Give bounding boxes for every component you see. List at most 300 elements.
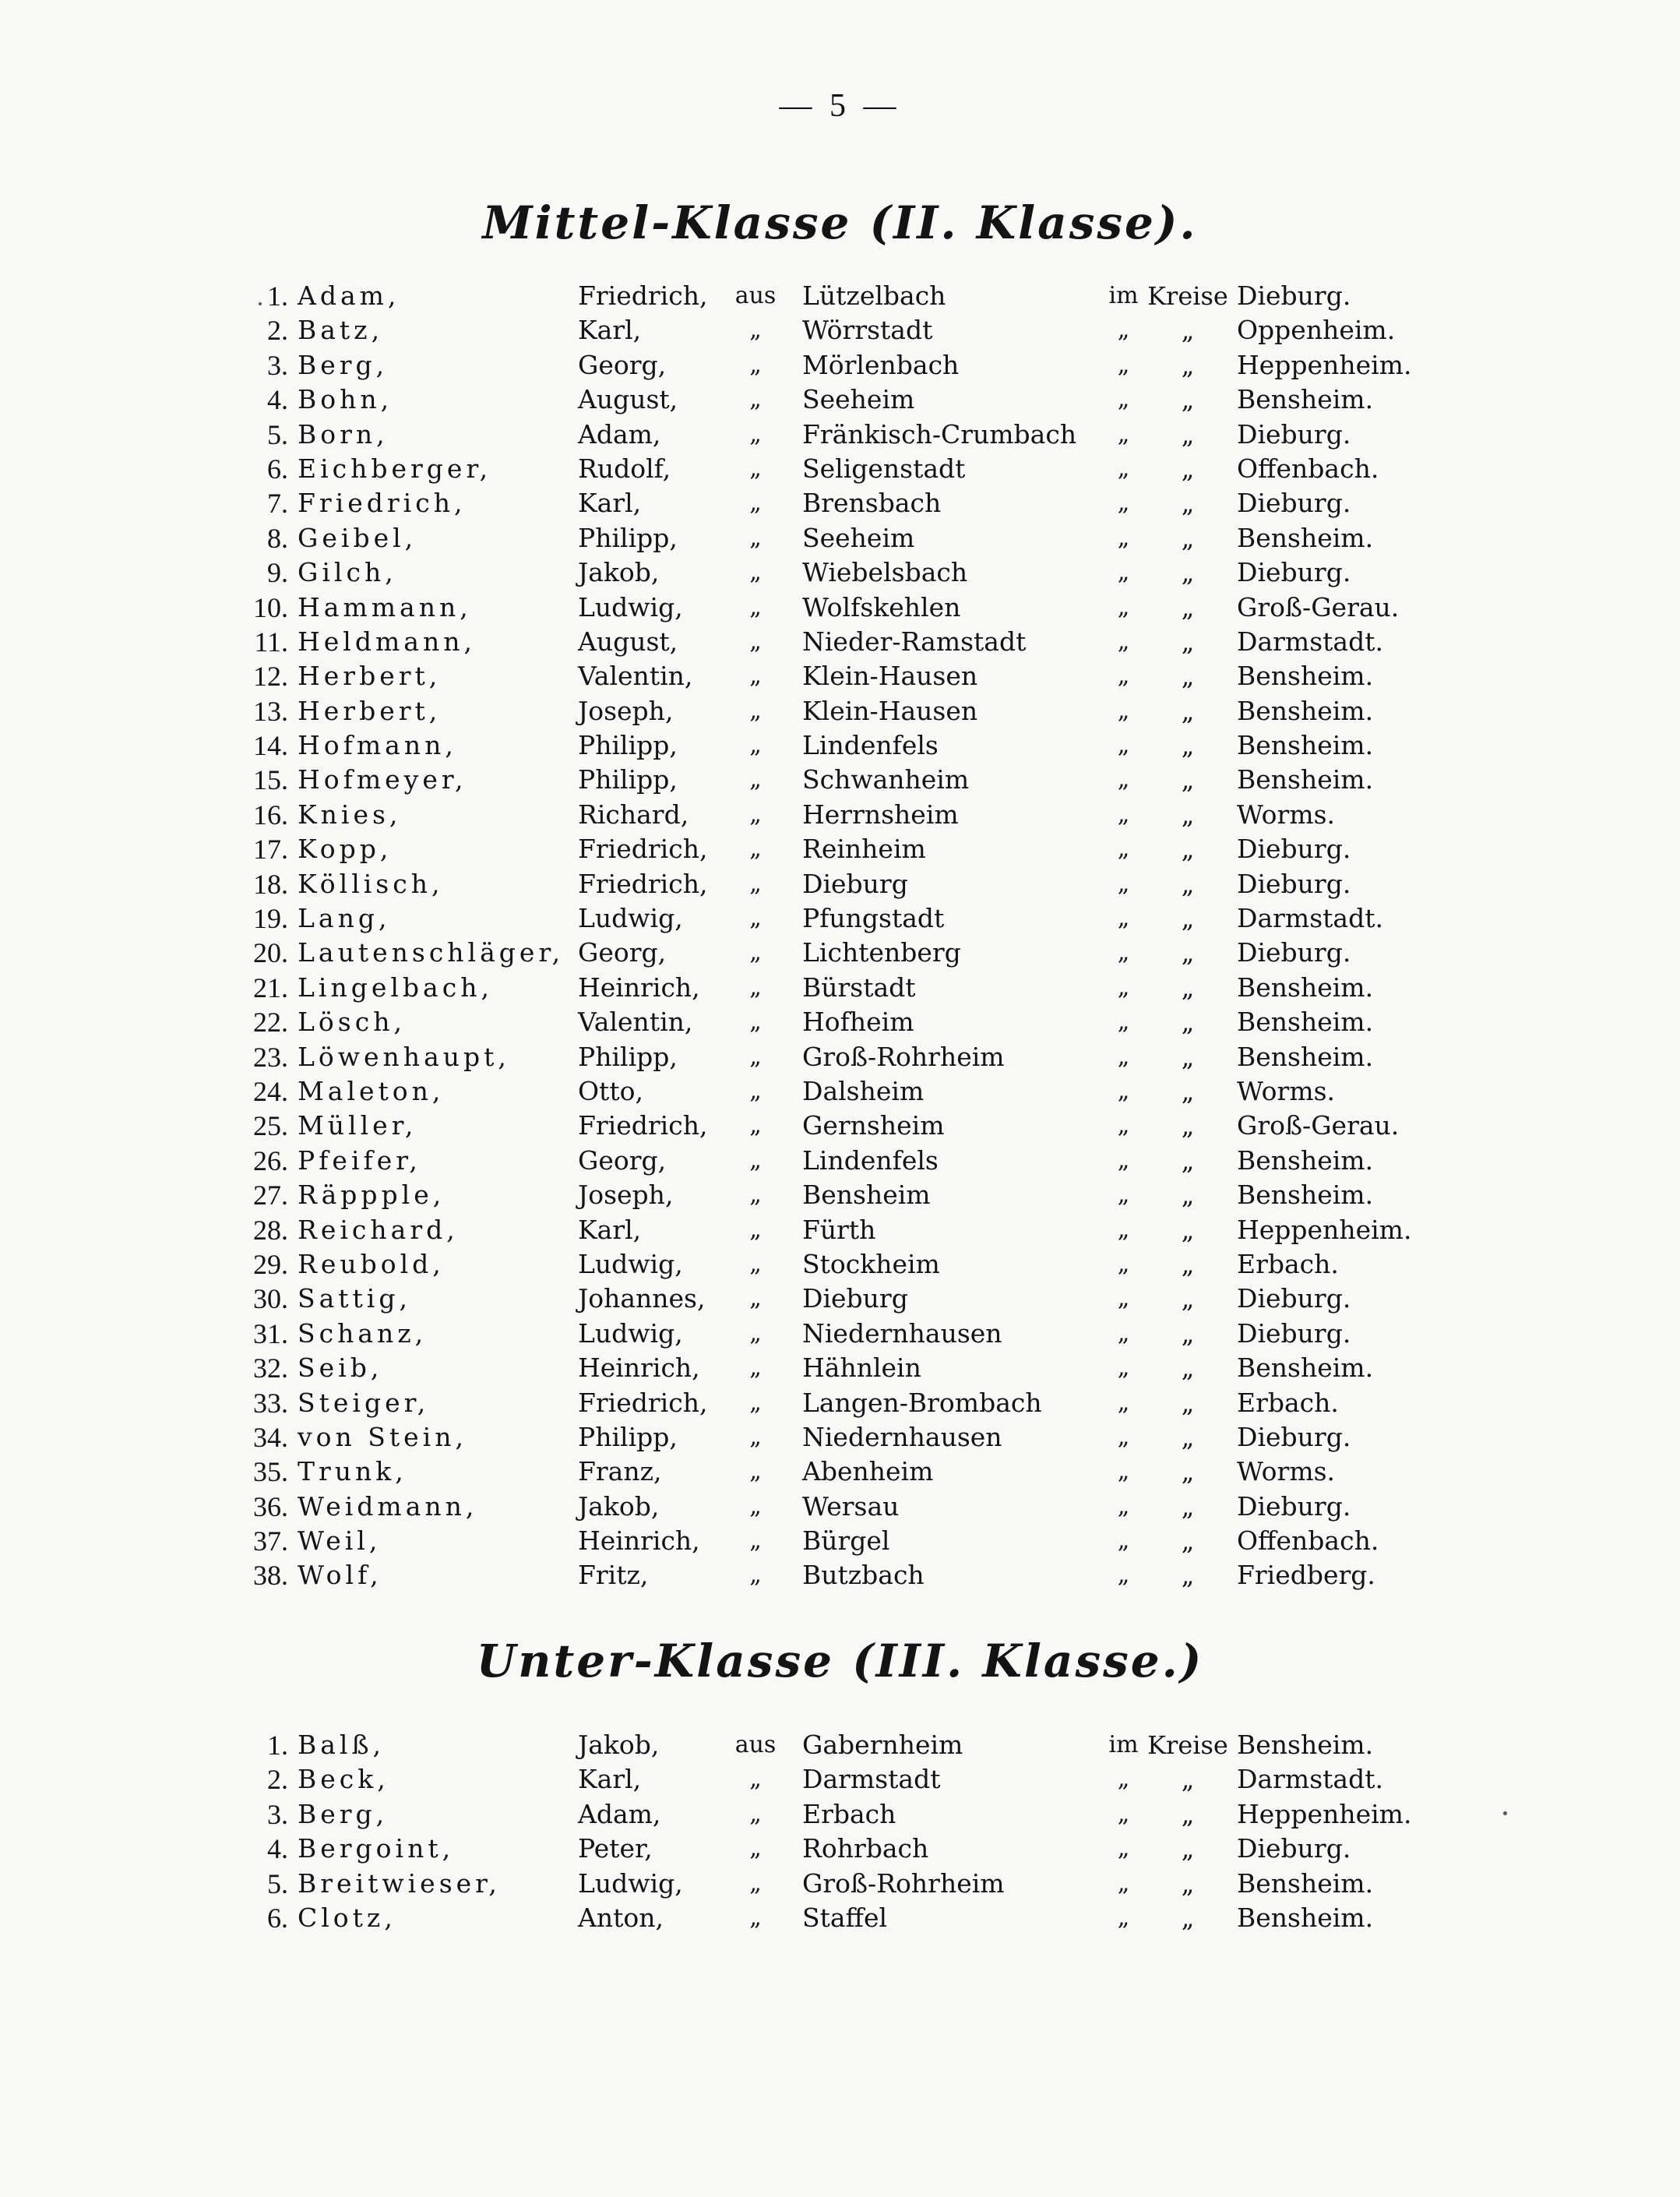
roster-row bbox=[0, 1832, 1680, 1866]
print-speck bbox=[1503, 1811, 1507, 1815]
student-surname: Sattig, bbox=[298, 1283, 411, 1314]
kreise-label: „ bbox=[1181, 1249, 1195, 1279]
roster-row bbox=[0, 1178, 1680, 1212]
hometown: Nieder-Ramstadt bbox=[802, 626, 1027, 657]
roster-row bbox=[0, 1144, 1680, 1178]
hometown: Dieburg bbox=[802, 1283, 908, 1314]
aus-label: „ bbox=[749, 732, 762, 760]
aus-label: „ bbox=[749, 800, 762, 828]
aus-label: „ bbox=[749, 627, 762, 655]
student-given-name: Jakob, bbox=[578, 1730, 660, 1760]
student-surname: Batz, bbox=[298, 315, 384, 346]
im-label: „ bbox=[1117, 1561, 1130, 1589]
district-name: Bensheim. bbox=[1237, 661, 1374, 692]
row-number: 1. bbox=[267, 1730, 288, 1761]
hometown: Hähnlein bbox=[802, 1352, 921, 1384]
student-surname: Lingelbach, bbox=[298, 972, 493, 1003]
student-surname: Wolf, bbox=[298, 1560, 382, 1591]
roster-row bbox=[0, 1901, 1680, 1935]
im-label: „ bbox=[1117, 939, 1130, 967]
student-surname: Beck, bbox=[298, 1764, 389, 1795]
aus-label: „ bbox=[749, 766, 762, 794]
roster-row bbox=[0, 555, 1680, 590]
aus-label: aus bbox=[734, 282, 777, 309]
student-surname: Breitwieser, bbox=[298, 1867, 501, 1899]
row-number: 14. bbox=[253, 730, 288, 762]
student-given-name: Ludwig, bbox=[578, 591, 683, 622]
aus-label: „ bbox=[749, 1527, 762, 1555]
aus-label: „ bbox=[749, 1765, 762, 1793]
roster-row bbox=[0, 1762, 1680, 1797]
roster-row bbox=[0, 1867, 1680, 1901]
student-given-name: Friedrich, bbox=[578, 280, 708, 311]
district-name: Offenbach. bbox=[1237, 453, 1379, 484]
aus-label: „ bbox=[749, 593, 762, 621]
hometown: Wiebelsbach bbox=[802, 557, 968, 588]
hometown: Groß-Rohrheim bbox=[802, 1867, 1005, 1899]
row-number: 30. bbox=[253, 1283, 288, 1315]
aus-label: „ bbox=[749, 1077, 762, 1105]
section-heading-unter-klasse: Unter-Klasse (III. Klasse.) bbox=[476, 1635, 1204, 1687]
aus-label: „ bbox=[749, 1042, 762, 1070]
row-number: 9. bbox=[267, 557, 288, 589]
student-given-name: Joseph, bbox=[578, 1180, 674, 1211]
district-name: Bensheim. bbox=[1237, 1730, 1374, 1760]
im-label: „ bbox=[1117, 489, 1130, 517]
roster-row bbox=[0, 348, 1680, 383]
roster-row bbox=[0, 867, 1680, 901]
district-name: Dieburg. bbox=[1237, 557, 1351, 588]
district-name: Dieburg. bbox=[1237, 488, 1351, 519]
student-roster-mittel-klasse bbox=[0, 279, 1680, 1593]
roster-row bbox=[0, 1728, 1680, 1762]
student-given-name: Karl, bbox=[578, 1764, 642, 1795]
roster-row bbox=[0, 1282, 1680, 1316]
student-given-name: Philipp, bbox=[578, 522, 678, 553]
im-label: im bbox=[1108, 282, 1139, 309]
aus-label: „ bbox=[749, 835, 762, 863]
student-given-name: Heinrich, bbox=[578, 1352, 700, 1384]
kreise-label: „ bbox=[1181, 1215, 1195, 1245]
row-number: 32. bbox=[253, 1352, 288, 1384]
student-given-name: Valentin, bbox=[578, 661, 693, 692]
hometown: Dalsheim bbox=[802, 1075, 925, 1106]
row-number: 22. bbox=[253, 1007, 288, 1039]
district-name: Bensheim. bbox=[1237, 384, 1374, 415]
student-surname: Herbert, bbox=[298, 661, 442, 692]
district-name: Bensheim. bbox=[1237, 695, 1374, 726]
district-name: Bensheim. bbox=[1237, 1902, 1374, 1933]
hometown: Bürstadt bbox=[802, 972, 916, 1003]
im-label: „ bbox=[1117, 1492, 1130, 1520]
hometown: Fränkisch-Crumbach bbox=[802, 418, 1077, 450]
hometown: Gabernheim bbox=[802, 1730, 963, 1760]
aus-label: „ bbox=[749, 524, 762, 552]
hometown: Hofheim bbox=[802, 1007, 914, 1038]
district-name: Darmstadt. bbox=[1237, 903, 1383, 934]
kreise-label: „ bbox=[1181, 731, 1195, 761]
district-name: Bensheim. bbox=[1237, 522, 1374, 553]
student-surname: Friedrich, bbox=[298, 488, 467, 519]
aus-label: „ bbox=[749, 869, 762, 897]
row-number: 2. bbox=[267, 315, 288, 347]
aus-label: „ bbox=[749, 1800, 762, 1828]
aus-label: „ bbox=[749, 662, 762, 690]
student-surname: Lang, bbox=[298, 903, 391, 934]
hometown: Gernsheim bbox=[802, 1110, 945, 1141]
hometown: Niedernhausen bbox=[802, 1317, 1002, 1349]
district-name: Heppenheim. bbox=[1237, 1214, 1412, 1245]
roster-row bbox=[0, 1797, 1680, 1832]
kreise-label: „ bbox=[1181, 799, 1195, 830]
student-surname: Herbert, bbox=[298, 695, 442, 726]
im-label: „ bbox=[1117, 800, 1130, 828]
kreise-label: Kreise bbox=[1147, 1730, 1228, 1760]
kreise-label: „ bbox=[1181, 350, 1195, 380]
roster-row bbox=[0, 625, 1680, 659]
student-surname: Schanz, bbox=[298, 1317, 428, 1349]
roster-row bbox=[0, 694, 1680, 728]
row-number: 24. bbox=[253, 1075, 288, 1107]
im-label: „ bbox=[1117, 696, 1130, 725]
hometown: Abenheim bbox=[802, 1456, 934, 1487]
row-number: 16. bbox=[253, 799, 288, 830]
student-surname: Räppple, bbox=[298, 1180, 446, 1211]
student-surname: Berg, bbox=[298, 349, 389, 380]
student-given-name: Anton, bbox=[578, 1902, 664, 1933]
student-given-name: Rudolf, bbox=[578, 453, 671, 484]
student-surname: Hofmann, bbox=[298, 730, 457, 761]
kreise-label: „ bbox=[1181, 1042, 1195, 1072]
im-label: „ bbox=[1117, 1423, 1130, 1451]
roster-row bbox=[0, 1420, 1680, 1455]
kreise-label: „ bbox=[1181, 385, 1195, 415]
roster-row bbox=[0, 418, 1680, 452]
kreise-label: „ bbox=[1181, 661, 1195, 692]
kreise-label: „ bbox=[1181, 558, 1195, 588]
aus-label: „ bbox=[749, 1388, 762, 1416]
student-given-name: Friedrich, bbox=[578, 868, 708, 899]
kreise-label: „ bbox=[1181, 972, 1195, 1003]
student-surname: Weidmann, bbox=[298, 1490, 478, 1522]
student-surname: Berg, bbox=[298, 1798, 389, 1829]
roster-row bbox=[0, 452, 1680, 486]
hometown: Schwanheim bbox=[802, 764, 970, 795]
aus-label: „ bbox=[749, 1285, 762, 1313]
im-label: „ bbox=[1117, 1903, 1130, 1931]
row-number: 4. bbox=[267, 384, 288, 416]
roster-row bbox=[0, 1524, 1680, 1558]
district-name: Dieburg. bbox=[1237, 1421, 1351, 1452]
hometown: Lützelbach bbox=[802, 280, 946, 311]
district-name: Bensheim. bbox=[1237, 1352, 1374, 1384]
student-given-name: Philipp, bbox=[578, 1041, 678, 1072]
row-number: 3. bbox=[267, 1798, 288, 1830]
hometown: Lindenfels bbox=[802, 730, 939, 761]
aus-label: „ bbox=[749, 351, 762, 379]
im-label: „ bbox=[1117, 1388, 1130, 1416]
kreise-label: „ bbox=[1181, 1180, 1195, 1211]
row-number: 18. bbox=[253, 868, 288, 900]
hometown: Seeheim bbox=[802, 384, 915, 415]
im-label: „ bbox=[1117, 1250, 1130, 1278]
row-number: 29. bbox=[253, 1248, 288, 1280]
student-given-name: Valentin, bbox=[578, 1007, 693, 1038]
im-label: „ bbox=[1117, 1042, 1130, 1070]
hometown: Langen-Brombach bbox=[802, 1387, 1042, 1418]
student-roster-unter-klasse bbox=[0, 1728, 1680, 1935]
im-label: „ bbox=[1117, 1181, 1130, 1209]
kreise-label: „ bbox=[1181, 1318, 1195, 1349]
kreise-label: „ bbox=[1181, 696, 1195, 726]
aus-label: „ bbox=[749, 489, 762, 517]
student-surname: Weil, bbox=[298, 1525, 382, 1557]
roster-row bbox=[0, 832, 1680, 866]
im-label: „ bbox=[1117, 351, 1130, 379]
im-label: „ bbox=[1117, 1285, 1130, 1313]
aus-label: „ bbox=[749, 1835, 762, 1863]
aus-label: „ bbox=[749, 1112, 762, 1140]
aus-label: aus bbox=[734, 1731, 777, 1758]
student-given-name: Friedrich, bbox=[578, 1110, 708, 1141]
hometown: Seligenstadt bbox=[802, 453, 966, 484]
aus-label: „ bbox=[749, 973, 762, 1001]
hometown: Bensheim bbox=[802, 1180, 931, 1211]
roster-row bbox=[0, 1351, 1680, 1385]
kreise-label: „ bbox=[1181, 592, 1195, 622]
district-name: Dieburg. bbox=[1237, 1833, 1351, 1864]
row-number: 5. bbox=[267, 418, 288, 450]
hometown: Rohrbach bbox=[802, 1833, 929, 1864]
roster-row bbox=[0, 659, 1680, 693]
roster-row bbox=[0, 279, 1680, 313]
district-name: Bensheim. bbox=[1237, 1867, 1374, 1899]
student-given-name: Ludwig, bbox=[578, 903, 683, 934]
row-number: 33. bbox=[253, 1387, 288, 1419]
hometown: Reinheim bbox=[802, 834, 926, 865]
student-given-name: Ludwig, bbox=[578, 1248, 683, 1279]
student-given-name: Adam, bbox=[578, 1798, 661, 1829]
im-label: „ bbox=[1117, 662, 1130, 690]
row-number: 37. bbox=[253, 1525, 288, 1557]
roster-row bbox=[0, 1005, 1680, 1039]
aus-label: „ bbox=[749, 454, 762, 482]
kreise-label: „ bbox=[1181, 1457, 1195, 1487]
student-surname: Clotz, bbox=[298, 1902, 396, 1933]
student-given-name: Otto, bbox=[578, 1075, 643, 1106]
roster-row bbox=[0, 383, 1680, 417]
student-given-name: Heinrich, bbox=[578, 972, 700, 1003]
kreise-label: „ bbox=[1181, 1353, 1195, 1384]
im-label: „ bbox=[1117, 1146, 1130, 1174]
aus-label: „ bbox=[749, 316, 762, 344]
district-name: Bensheim. bbox=[1237, 1007, 1374, 1038]
row-number: 11. bbox=[254, 626, 288, 658]
hometown: Brensbach bbox=[802, 488, 942, 519]
aus-label: „ bbox=[749, 696, 762, 725]
aus-label: „ bbox=[749, 1423, 762, 1451]
student-surname: Reichard, bbox=[298, 1214, 459, 1245]
roster-row bbox=[0, 1040, 1680, 1074]
row-number: 1. bbox=[267, 280, 288, 312]
im-label: „ bbox=[1117, 1354, 1130, 1382]
student-surname: Seib, bbox=[298, 1352, 383, 1384]
student-surname: Hofmeyer, bbox=[298, 764, 467, 795]
student-surname: Müller, bbox=[298, 1110, 417, 1141]
hometown: Klein-Hausen bbox=[802, 661, 978, 692]
hometown: Niedernhausen bbox=[802, 1421, 1002, 1452]
row-number: 25. bbox=[253, 1110, 288, 1142]
student-surname: Köllisch, bbox=[298, 868, 444, 899]
district-name: Worms. bbox=[1237, 1456, 1336, 1487]
kreise-label: „ bbox=[1181, 1145, 1195, 1176]
row-number: 19. bbox=[253, 903, 288, 935]
hometown: Staffel bbox=[802, 1902, 888, 1933]
student-surname: von Stein, bbox=[298, 1421, 467, 1452]
kreise-label: „ bbox=[1181, 523, 1195, 553]
im-label: „ bbox=[1117, 316, 1130, 344]
district-name: Erbach. bbox=[1237, 1387, 1339, 1418]
district-name: Bensheim. bbox=[1237, 764, 1374, 795]
student-given-name: Jakob, bbox=[578, 557, 660, 588]
district-name: Groß-Gerau. bbox=[1237, 1110, 1400, 1141]
district-name: Dieburg. bbox=[1237, 418, 1351, 450]
student-given-name: Georg, bbox=[578, 937, 667, 968]
student-given-name: Karl, bbox=[578, 1214, 642, 1245]
kreise-label: „ bbox=[1181, 834, 1195, 865]
hometown: Wersau bbox=[802, 1490, 900, 1522]
kreise-label: „ bbox=[1181, 316, 1195, 346]
row-number: 36. bbox=[253, 1490, 288, 1522]
kreise-label: „ bbox=[1181, 1799, 1195, 1829]
im-label: „ bbox=[1117, 1458, 1130, 1486]
im-label: „ bbox=[1117, 869, 1130, 897]
roster-row bbox=[0, 728, 1680, 763]
kreise-label: „ bbox=[1181, 419, 1195, 450]
aus-label: „ bbox=[749, 1319, 762, 1347]
roster-row bbox=[0, 486, 1680, 520]
hometown: Butzbach bbox=[802, 1560, 925, 1591]
district-name: Erbach. bbox=[1237, 1248, 1339, 1279]
district-name: Worms. bbox=[1237, 1075, 1336, 1106]
roster-row bbox=[0, 1109, 1680, 1143]
student-given-name: Johannes, bbox=[578, 1283, 706, 1314]
aus-label: „ bbox=[749, 905, 762, 933]
im-label: „ bbox=[1117, 1008, 1130, 1036]
district-name: Friedberg. bbox=[1237, 1560, 1375, 1591]
student-surname: Trunk, bbox=[298, 1456, 407, 1487]
hometown: Erbach bbox=[802, 1798, 896, 1829]
aus-label: „ bbox=[749, 1215, 762, 1243]
kreise-label: „ bbox=[1181, 1388, 1195, 1418]
im-label: „ bbox=[1117, 1800, 1130, 1828]
district-name: Bensheim. bbox=[1237, 1180, 1374, 1211]
row-number: 7. bbox=[267, 488, 288, 520]
district-name: Offenbach. bbox=[1237, 1525, 1379, 1557]
student-given-name: Friedrich, bbox=[578, 1387, 708, 1418]
hometown: Bürgel bbox=[802, 1525, 890, 1557]
kreise-label: „ bbox=[1181, 1560, 1195, 1591]
im-label: im bbox=[1108, 1731, 1139, 1758]
kreise-label: „ bbox=[1181, 765, 1195, 795]
hometown: Groß-Rohrheim bbox=[802, 1041, 1005, 1072]
student-surname: Balß, bbox=[298, 1730, 386, 1760]
district-name: Dieburg. bbox=[1237, 280, 1351, 311]
row-number: 15. bbox=[253, 764, 288, 796]
district-name: Groß-Gerau. bbox=[1237, 591, 1400, 622]
hometown: Dieburg bbox=[802, 868, 908, 899]
row-number: 26. bbox=[253, 1144, 288, 1176]
kreise-label: Kreise bbox=[1147, 281, 1228, 311]
student-given-name: Franz, bbox=[578, 1456, 662, 1487]
aus-label: „ bbox=[749, 559, 762, 587]
row-number: 5. bbox=[267, 1867, 288, 1899]
district-name: Heppenheim. bbox=[1237, 1798, 1412, 1829]
hometown: Herrnsheim bbox=[802, 799, 959, 830]
district-name: Heppenheim. bbox=[1237, 349, 1412, 380]
roster-row bbox=[0, 936, 1680, 970]
im-label: „ bbox=[1117, 627, 1130, 655]
row-number: 13. bbox=[253, 695, 288, 727]
student-given-name: Philipp, bbox=[578, 730, 678, 761]
row-number: 28. bbox=[253, 1214, 288, 1246]
district-name: Dieburg. bbox=[1237, 834, 1351, 865]
student-given-name: Jakob, bbox=[578, 1490, 660, 1522]
kreise-label: „ bbox=[1181, 1111, 1195, 1141]
student-given-name: August, bbox=[578, 384, 678, 415]
kreise-label: „ bbox=[1181, 626, 1195, 657]
kreise-label: „ bbox=[1181, 1834, 1195, 1864]
aus-label: „ bbox=[749, 1492, 762, 1520]
student-surname: Lösch, bbox=[298, 1007, 406, 1038]
student-surname: Heldmann, bbox=[298, 626, 476, 657]
roster-row bbox=[0, 1213, 1680, 1247]
im-label: „ bbox=[1117, 766, 1130, 794]
student-given-name: Peter, bbox=[578, 1833, 653, 1864]
row-number: 27. bbox=[253, 1180, 288, 1211]
district-name: Bensheim. bbox=[1237, 1144, 1374, 1176]
district-name: Dieburg. bbox=[1237, 1283, 1351, 1314]
district-name: Dieburg. bbox=[1237, 1490, 1351, 1522]
aus-label: „ bbox=[749, 386, 762, 414]
student-surname: Eichberger, bbox=[298, 453, 492, 484]
district-name: Bensheim. bbox=[1237, 1041, 1374, 1072]
student-surname: Kopp, bbox=[298, 834, 393, 865]
aus-label: „ bbox=[749, 1354, 762, 1382]
kreise-label: „ bbox=[1181, 488, 1195, 519]
student-surname: Bohn, bbox=[298, 384, 393, 415]
aus-label: „ bbox=[749, 1250, 762, 1278]
student-given-name: Friedrich, bbox=[578, 834, 708, 865]
hometown: Lichtenberg bbox=[802, 937, 961, 968]
im-label: „ bbox=[1117, 905, 1130, 933]
kreise-label: „ bbox=[1181, 938, 1195, 968]
kreise-label: „ bbox=[1181, 1491, 1195, 1522]
district-name: Dieburg. bbox=[1237, 937, 1351, 968]
row-number: 35. bbox=[253, 1456, 288, 1488]
student-given-name: Philipp, bbox=[578, 764, 678, 795]
row-number: 17. bbox=[253, 834, 288, 866]
aus-label: „ bbox=[749, 1869, 762, 1897]
im-label: „ bbox=[1117, 420, 1130, 448]
im-label: „ bbox=[1117, 1835, 1130, 1863]
roster-row bbox=[0, 1247, 1680, 1282]
im-label: „ bbox=[1117, 454, 1130, 482]
district-name: Bensheim. bbox=[1237, 972, 1374, 1003]
kreise-label: „ bbox=[1181, 1526, 1195, 1557]
student-given-name: Ludwig, bbox=[578, 1867, 683, 1899]
roster-row bbox=[0, 591, 1680, 625]
